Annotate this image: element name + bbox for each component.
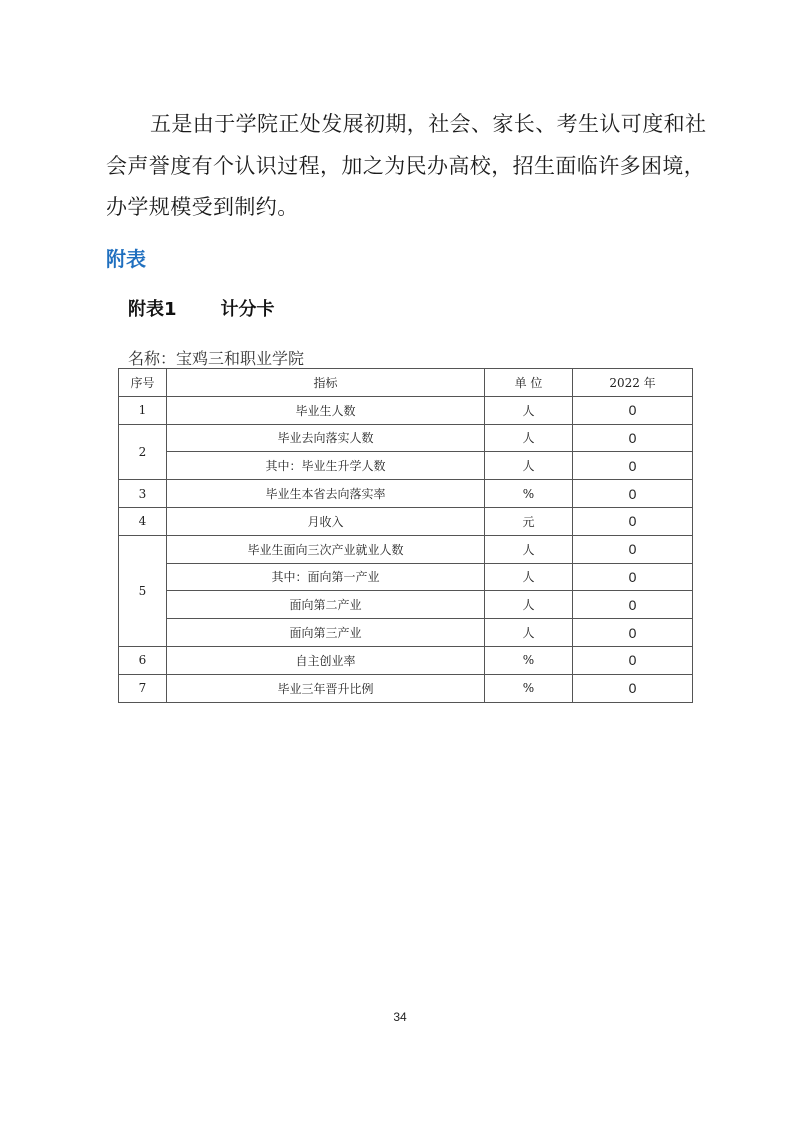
cell-seq: 6: [119, 646, 167, 674]
cell-seq: 5: [119, 535, 167, 646]
cell-seq: 3: [119, 480, 167, 508]
cell-unit: 人: [485, 452, 573, 480]
cell-unit: 人: [485, 563, 573, 591]
table-row: [119, 646, 693, 674]
table-row: [119, 619, 693, 647]
page-number: 34: [393, 1010, 407, 1024]
cell-value: 0: [573, 452, 693, 480]
table-row: [119, 591, 693, 619]
header-seq: 序号: [119, 369, 167, 397]
table-row: [119, 424, 693, 452]
cell-seq: 2: [119, 424, 167, 480]
cell-unit: 人: [485, 591, 573, 619]
cell-unit: %: [485, 646, 573, 674]
cell-indicator: 面向第二产业: [167, 591, 485, 619]
cell-unit: %: [485, 674, 573, 702]
cell-value: 0: [573, 563, 693, 591]
paragraph-line-2: 会声誉度有个认识过程，加之为民办高校，招生面临许多困境，: [106, 154, 706, 178]
cell-indicator: 面向第三产业: [167, 619, 485, 647]
cell-value: 0: [573, 674, 693, 702]
score-table: [118, 368, 693, 703]
cell-value: 0: [573, 535, 693, 563]
cell-indicator: 其中：面向第一产业: [167, 563, 485, 591]
cell-indicator: 其中：毕业生升学人数: [167, 452, 485, 480]
paragraph-line-1: 五是由于学院正处发展初期，社会、家长、考生认可度和社: [150, 112, 707, 136]
cell-unit: 人: [485, 424, 573, 452]
cell-indicator: 毕业三年晋升比例: [167, 674, 485, 702]
header-year: 2022 年: [573, 369, 693, 397]
table-header-row: [119, 369, 693, 397]
table-row: [119, 535, 693, 563]
cell-unit: 人: [485, 535, 573, 563]
header-indicator: 指标: [167, 369, 485, 397]
table-caption: [128, 295, 275, 321]
table-row: [119, 396, 693, 424]
table-title: 计分卡: [220, 299, 275, 320]
appendix-heading: 附表: [106, 247, 146, 271]
cell-value: 0: [573, 646, 693, 674]
cell-unit: 人: [485, 396, 573, 424]
table-row: [119, 507, 693, 535]
cell-indicator: 自主创业率: [167, 646, 485, 674]
cell-value: 0: [573, 591, 693, 619]
cell-indicator: 毕业生本省去向落实率: [167, 480, 485, 508]
paragraph-line-3: 办学规模受到制约。: [106, 195, 299, 219]
cell-value: 0: [573, 507, 693, 535]
cell-indicator: 毕业生人数: [167, 396, 485, 424]
organization-name: 名称：宝鸡三和职业学院: [128, 349, 305, 368]
table-row: [119, 563, 693, 591]
cell-indicator: 毕业去向落实人数: [167, 424, 485, 452]
cell-unit: %: [485, 480, 573, 508]
table-row: [119, 452, 693, 480]
cell-seq: 7: [119, 674, 167, 702]
cell-value: 0: [573, 619, 693, 647]
header-unit: 单 位: [485, 369, 573, 397]
table-row: [119, 674, 693, 702]
cell-seq: 4: [119, 507, 167, 535]
cell-indicator: 毕业生面向三次产业就业人数: [167, 535, 485, 563]
table-row: [119, 480, 693, 508]
cell-seq: 1: [119, 396, 167, 424]
cell-unit: 人: [485, 619, 573, 647]
cell-indicator: 月收入: [167, 507, 485, 535]
cell-value: 0: [573, 424, 693, 452]
table-label: 附表1: [128, 299, 177, 320]
cell-unit: 元: [485, 507, 573, 535]
cell-value: 0: [573, 480, 693, 508]
cell-value: 0: [573, 396, 693, 424]
